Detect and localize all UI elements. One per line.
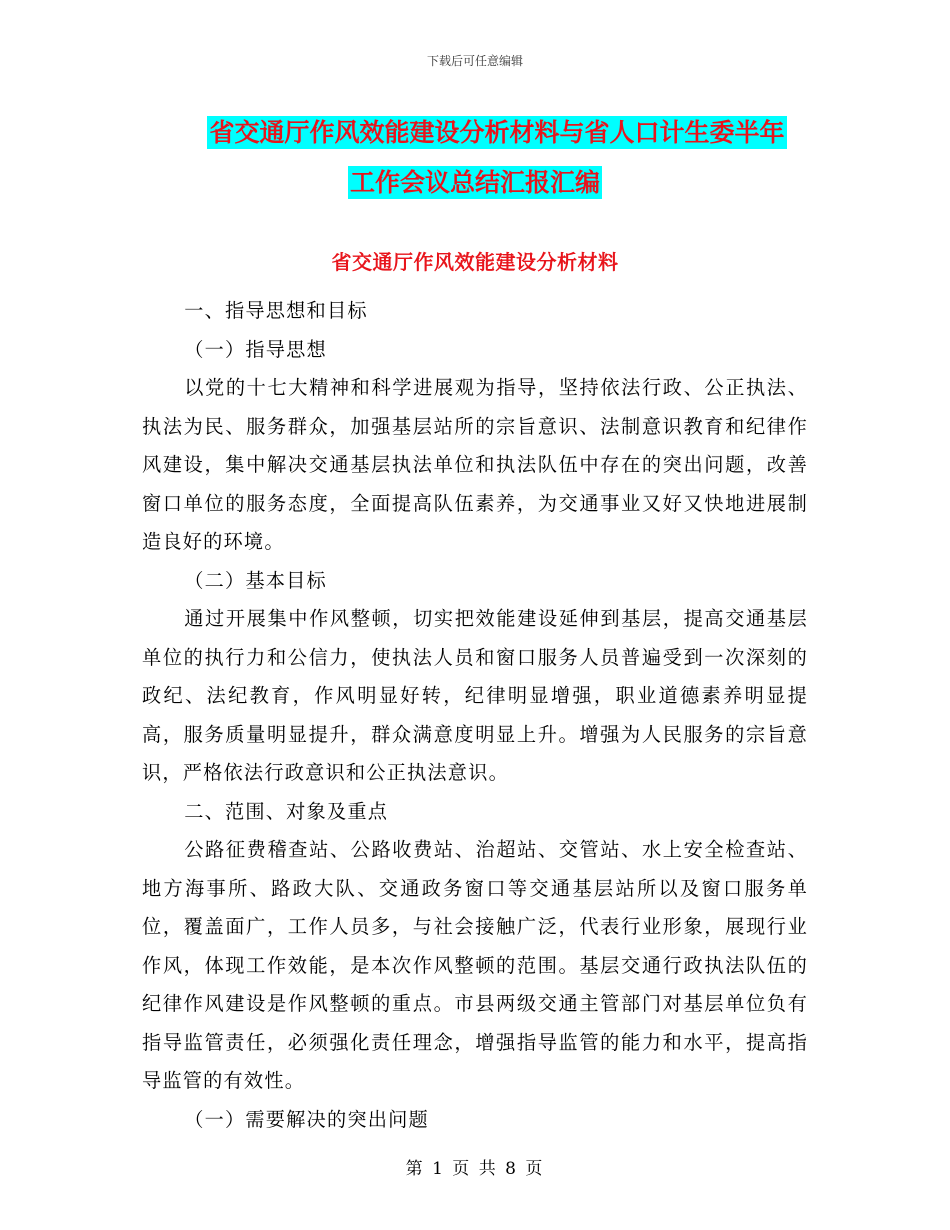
section-title: 省交通厅作风效能建设分析材料 xyxy=(331,250,619,274)
paragraph-scope: 公路征费稽查站、公路收费站、治超站、交管站、水上安全检查站、地方海事所、路政大队、交通政务窗口等交通基层站所以及窗口服务单位，覆盖面广，工作人员多，与社会接触广泛，代表行业形象，展现行业作风，体现工作效能，是本次作风整顿的范围。基层交通行政执法队伍的纪律作风建设是作风整顿的重点。市县两级交通主管部门对基层单位负有指导监管责任，必须强化责任理念，增强指导监管的能力和水平，提高指导监管的有效性。 xyxy=(142,838,808,1092)
subheading-basic-goals: （二）基本目标 xyxy=(184,568,327,592)
page-number-footer: 第 1 页 共 8 页 xyxy=(405,1159,545,1179)
title-line-1 xyxy=(0,108,950,158)
page-header-note: 下载后可任意编辑 xyxy=(426,54,523,68)
title-line-2 xyxy=(0,158,950,208)
subheading-problems: （一）需要解决的突出问题 xyxy=(184,1107,429,1131)
title-line-2-text: 工作会议总结汇报汇编 xyxy=(349,168,600,197)
paragraph-basic-goals: 通过开展集中作风整顿，切实把效能建设延伸到基层，提高交通基层单位的执行力和公信力，使执法人员和窗口服务人员普遍受到一次深刻的政纪、法纪教育，作风明显好转，纪律明显增强，职业道德素养明显提高，服务质量明显提升，群众满意度明显上升。增强为人民服务的宗旨意识，严格依法行政意识和公正执法意识。 xyxy=(142,607,808,784)
paragraph-guiding-thought: 以党的十七大精神和科学进展观为指导，坚持依法行政、公正执法、执法为民、服务群众，加强基层站所的宗旨意识、法制意识教育和纪律作风建设，集中解决交通基层执法单位和执法队伍中存在的突出问题，改善窗口单位的服务态度，全面提高队伍素养，为交通事业又好又快地进展制造良好的环境。 xyxy=(142,376,808,553)
document-body xyxy=(142,292,808,1139)
document-title xyxy=(0,108,950,208)
title-line-1-text: 省交通厅作风效能建设分析材料与省人口计生委半年 xyxy=(209,118,785,147)
heading-guiding-thought-goals: 一、指导思想和目标 xyxy=(184,299,368,322)
subheading-guiding-thought: （一）指导思想 xyxy=(184,337,327,361)
heading-scope-objects-focus: 二、范围、对象及重点 xyxy=(184,799,389,823)
